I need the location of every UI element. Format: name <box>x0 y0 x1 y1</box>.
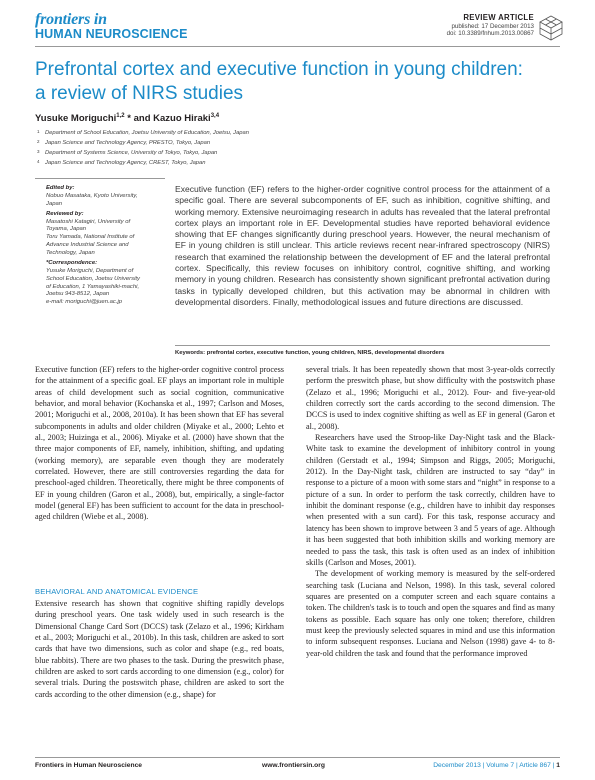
keywords-label: Keywords: <box>175 350 206 356</box>
affiliations <box>37 128 249 168</box>
edited-by-text <box>46 193 164 209</box>
abstract: Executive function (EF) refers to the higher-order cognitive control process for the attainment of a specific goal. There are several subcomponents of EF, such as inhibition, cognitive shifting, and working memory. Extensive neuroimaging research in adults has revealed that the lateral prefrontal cortex plays an important role in EF. Developmental studies have reported behavioral evidence showing that EF changes significantly during preschool years. However, the neural mechanism of EF in young children is still unclear. This article reviews recent near-infrared spectroscopy (NIRS) research that examined the relationship between the development of EF and the lateral prefrontal cortex. Specifically, this review focuses on inhibitory control, cognitive shifting, and working memory in young children. Research has consistently shown significant prefrontal activation during tasks in typically developed children, but this activation may be abnormal in children with developmental disorders. Finally, methodological issues and future directions are discussed. <box>175 184 550 307</box>
author-affiliation-mark: 3,4 <box>210 113 220 119</box>
published-date: published: 17 December 2013 <box>451 22 534 30</box>
body-column-left <box>35 364 284 523</box>
affiliation-item <box>37 138 249 148</box>
reviewed-by-line: Toru Yamada, National Institute of <box>46 234 135 241</box>
body-paragraph: The development of working memory is measured by the self-ordered searching task (Luciana and Nelson, 1998). In this task, several colored squares are presented on a computer screen and each square contains a token. The children's task is to touch and open the squares and find as many tokens as possible. Each square has only one token; therefore, children must keep the previously selected squares in mind and use this information to inform subsequent responses. Luciana and Nelson (1998) gave 4- to 8-year-old children the task and found that the performance improved <box>306 569 555 658</box>
journal-name: HUMAN NEUROSCIENCE <box>35 27 188 41</box>
journal-brand: frontiers in <box>35 11 107 28</box>
article-meta <box>447 13 534 38</box>
correspondence-email[interactable]: e-mail: moriguchi@juen.ac.jp <box>46 299 123 306</box>
article-title-line2: a review of NIRS studies <box>35 83 244 104</box>
affiliation-text: Japan Science and Technology Agency, PRESTO, Tokyo, Japan <box>45 140 211 146</box>
author-name: Kazuo Hiraki <box>153 113 211 125</box>
body-paragraph: several trials. It has been repeatedly shown that most 3-year-olds correctly perform the preswitch phase, but show difficulty with the postswitch phase (Zelazo et al., 1996; Moriguchi et al., 2012). Four- and five-year-old children correctly sort the cards according to the second dimension. The DCCS is used to index cognitive shifting as well as EF in general (Garon et al., 2008). <box>306 365 555 431</box>
author-affiliation-mark: 1,2 <box>116 113 125 119</box>
affiliation-number: 3 <box>37 149 40 154</box>
footer-issue: December 2013 | Volume 7 | Article 867 | <box>433 762 555 769</box>
author-connector: * and <box>127 113 151 125</box>
edited-by-label: Edited by: <box>46 185 75 191</box>
keywords-list: prefrontal cortex, executive function, young children, NIRS, developmental disorders <box>206 350 445 356</box>
editorial-sidebar <box>46 185 164 309</box>
body-column-right <box>306 364 555 659</box>
affiliation-item <box>37 158 249 168</box>
correspondence-text <box>46 268 164 307</box>
section-heading: BEHAVIORAL AND ANATOMICAL EVIDENCE <box>35 587 199 596</box>
body-paragraph: Researchers have used the Stroop-like Day-Night task and the Black-White task to examine the development of inhibitory control in young children (Gerstadt et al., 1994; Simpson and Riggs, 2005; Moriguchi, 2012). In the Day-Night task, children are instructed to say “day” in response to a picture of a moon with some stars and “night” in response to a picture of a sun. In order to perform the task correctly, children have to inhibit the dominant response (e.g., children have to inhibit day responses when presented with a sun card). For this task, response accuracy and latency has been shown to improve between 3 and 5 years of age. Although it has been suggested that both inhibition skills and working memory are needed to pass the task, this task is often used as an index of inhibition skills (Carlson and Moses, 2001). <box>306 433 555 567</box>
reviewed-by-label: Reviewed by: <box>46 210 84 217</box>
affiliation-item <box>37 128 249 138</box>
page-number: 1 <box>556 762 560 769</box>
keywords <box>175 350 550 356</box>
affiliation-number: 2 <box>37 139 40 144</box>
footer-url[interactable]: www.frontiersin.org <box>262 762 325 769</box>
correspondence-label: *Correspondence: <box>46 260 98 267</box>
edited-by-line: Japan <box>46 200 63 207</box>
author-list <box>35 113 219 124</box>
header-divider <box>35 46 560 47</box>
reviewed-by-text <box>46 219 164 258</box>
article-type-icon <box>538 14 564 42</box>
footer-journal-name: Frontiers in Human Neuroscience <box>35 762 143 769</box>
abstract-divider <box>175 345 550 346</box>
correspondence-line: of Education, 1 Yamayashiki-machi, <box>46 283 140 290</box>
doi: doi: 10.3389/fnhum.2013.00867 <box>446 30 534 38</box>
affiliation-number: 4 <box>37 159 40 164</box>
article-type: REVIEW ARTICLE <box>463 13 534 22</box>
article-title <box>35 58 555 106</box>
reviewed-by-line: Technology, Japan <box>46 249 95 256</box>
body-column-left-continued <box>35 598 284 700</box>
reviewed-by-line: Toyama, Japan <box>46 226 87 233</box>
edited-by-line: Nobuo Masataka, Kyoto University, <box>46 192 138 199</box>
affiliation-text: Japan Science and Technology Agency, CREST, Tokyo, Japan <box>45 160 206 166</box>
footer-issue-info <box>433 762 560 769</box>
article-title-line1: Prefrontal cortex and executive function in young children: <box>35 59 523 80</box>
correspondence-line: School Education, Joetsu University <box>46 275 140 282</box>
correspondence-line: Joetsu 943-8512, Japan <box>46 291 110 298</box>
body-paragraph: Extensive research has shown that cognitive shifting rapidly develops during preschool years. One task widely used in such research is the Dimensional Change Card Sort (DCCS) task (Zelazo et al., 1996; Kirkham et al., 2003; Moriguchi et al., 2010b). In this task, children are asked to sort cards that have two dimensions, such as color and shape (e.g., red boats, blue rabbits). There are two phases to the task. During the preswitch phase, children are asked to sort cards according to one dimension (e.g., color) for several trials. During the postswitch phase, children are asked to sort the cards according to the other dimension (e.g., shape) for <box>35 599 284 699</box>
body-paragraph: Executive function (EF) refers to the higher-order cognitive control process for the attainment of a specific goal. EF plays an important role in multiple areas of child development such as social cognition, communicative behavior, and moral behavior (Kochanska et al., 1997; Carlson and Moses, 2001; Moriguchi et al., 2008, 2010a). It has been shown that EF has several subcomponents in adults and older children (Miyake et al., 2000; Lehto et al., 2003; Huizinga et al., 2006). Miyake et al. (2000) have shown that the three major components of EF, namely, inhibition, shifting, and updating (working memory), are separable even though they are moderately correlated. However, there are still controversies regarding the data for preschool-aged children. Theoretically, there might be three components of EF in young children (Garon et al., 2008), but, empirically, a single-factor model (general EF) has been sufficient to account for the data in preschool-aged children (Wiebe et al., 2008). <box>35 365 284 522</box>
affiliation-text: Department of School Education, Joetsu University of Education, Joetsu, Japan <box>45 130 249 136</box>
sidebar-divider <box>35 178 165 179</box>
affiliation-item <box>37 148 249 158</box>
reviewed-by-line: Advance Industrial Science and <box>46 242 129 249</box>
affiliation-number: 1 <box>37 129 40 134</box>
affiliation-text: Department of Systems Science, University of Tokyo, Tokyo, Japan <box>45 150 218 156</box>
reviewed-by-line: Masatoshi Katagiri, University of <box>46 218 131 225</box>
footer-divider <box>35 757 560 758</box>
author-name: Yusuke Moriguchi <box>35 113 117 125</box>
correspondence-line: Yusuke Moriguchi, Department of <box>46 267 134 274</box>
journal-logo <box>35 12 188 41</box>
